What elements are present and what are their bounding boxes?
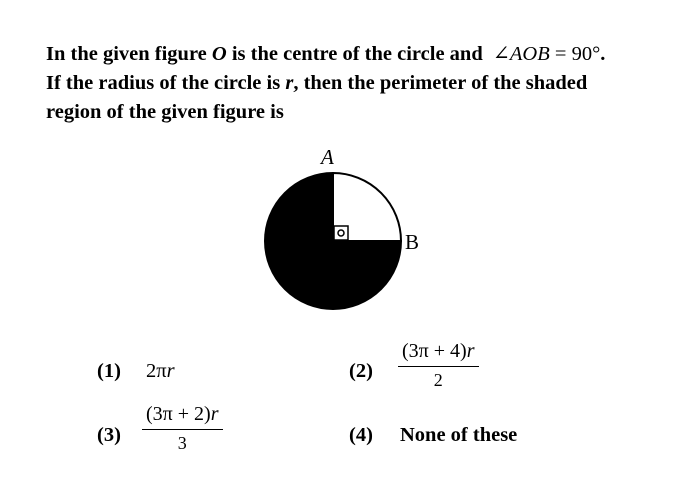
option-2-numerator-text: (3π + 4) bbox=[402, 340, 467, 362]
option-3-number[interactable]: (3) bbox=[97, 424, 121, 446]
circle-figure-svg bbox=[262, 142, 432, 317]
question-line-2 bbox=[46, 69, 666, 98]
circle-figure bbox=[262, 142, 432, 317]
option-3-numerator bbox=[142, 403, 223, 430]
option-2-number[interactable]: (2) bbox=[349, 360, 373, 382]
question-line-1-text-2: is the centre of the circle and bbox=[226, 43, 483, 65]
question-line-2-text-2: , then the perimeter of the shaded bbox=[293, 72, 588, 94]
option-2-fraction[interactable] bbox=[398, 340, 479, 391]
right-angle-marker bbox=[334, 226, 348, 240]
option-1-variable: r bbox=[166, 360, 175, 382]
option-2-numerator bbox=[398, 340, 479, 367]
option-2-denominator: 2 bbox=[433, 370, 443, 390]
option-1-coefficient: 2π bbox=[146, 360, 167, 382]
question-line-2-text: If the radius of the circle is bbox=[46, 72, 286, 94]
point-b-label: B bbox=[405, 230, 420, 254]
question-line-1-end: . bbox=[600, 43, 606, 65]
angle-value: = 90° bbox=[549, 43, 601, 65]
option-3-numerator-text: (3π + 2) bbox=[146, 403, 211, 425]
center-label: O bbox=[211, 43, 227, 65]
option-2-variable: r bbox=[466, 340, 475, 362]
option-3-variable: r bbox=[210, 403, 219, 425]
option-3-fraction[interactable] bbox=[142, 403, 223, 454]
question-line-1-text: In the given figure bbox=[46, 43, 212, 65]
angle-expression bbox=[493, 43, 601, 65]
option-1-number[interactable]: (1) bbox=[97, 360, 121, 382]
question-text bbox=[46, 40, 666, 127]
angle-symbol: ∠ bbox=[492, 43, 510, 65]
point-a-label: A bbox=[321, 145, 334, 169]
option-4-text[interactable]: None of these bbox=[400, 424, 518, 446]
radius-symbol: r bbox=[285, 72, 294, 94]
question-line-3: region of the given figure is bbox=[46, 101, 284, 123]
option-3-denominator: 3 bbox=[177, 433, 187, 453]
option-1-expression[interactable] bbox=[146, 360, 175, 383]
question-line-1 bbox=[46, 40, 666, 69]
option-4-number[interactable]: (4) bbox=[349, 424, 373, 446]
angle-name: AOB bbox=[509, 43, 550, 65]
